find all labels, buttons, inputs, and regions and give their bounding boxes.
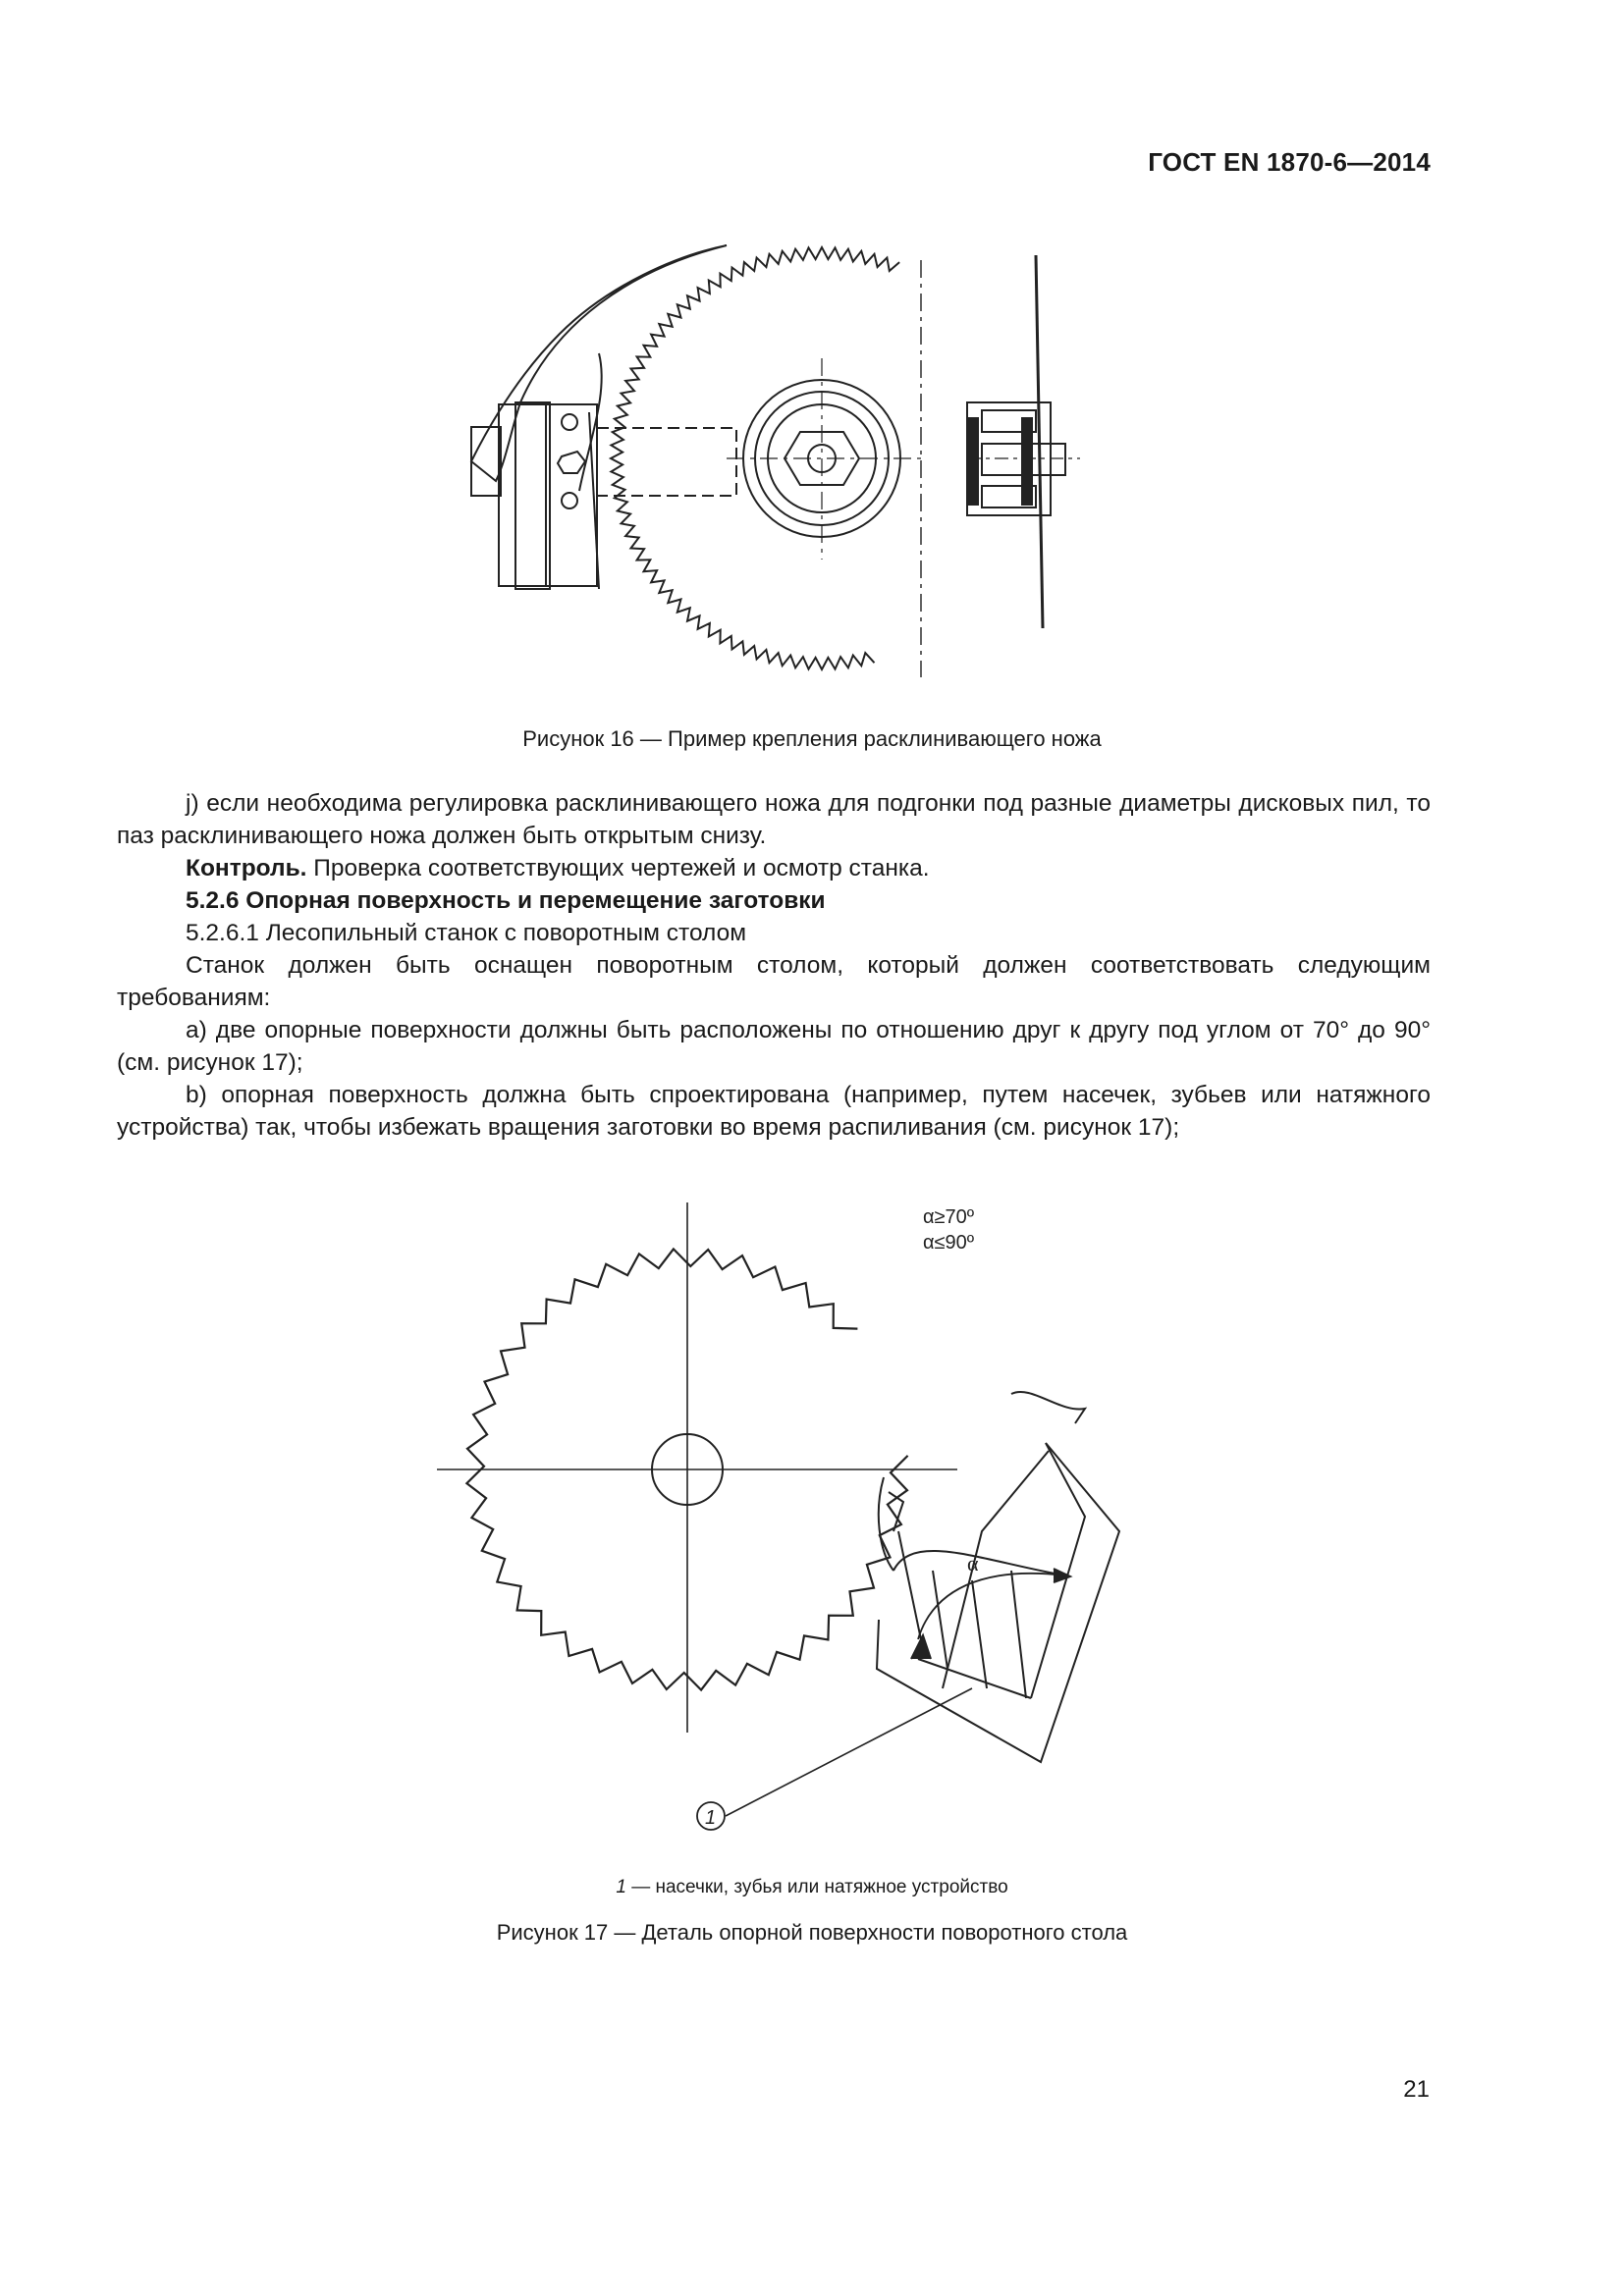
- page-number: 21: [1403, 2076, 1430, 2103]
- item-a: a) две опорные поверхности должны быть расположены по отношению друг к другу под углом от 70° до 90° (см. рисунок 17);: [117, 1017, 1431, 1076]
- legend-text: — насечки, зубья или натяжное устройство: [625, 1877, 1008, 1897]
- document-header: ГОСТ EN 1870-6—2014: [1148, 147, 1431, 177]
- section-heading-5-2-6-1: 5.2.6.1 Лесопильный станок с поворотным столом: [186, 920, 747, 946]
- angle-max-label: α≤90º: [923, 1232, 975, 1254]
- figure-16-drawing: [432, 236, 1119, 687]
- legend-number: 1: [616, 1877, 626, 1897]
- intro-paragraph: Станок должен быть оснащен поворотным столом, который должен соответствовать следующим требованиям:: [117, 952, 1431, 1011]
- callout-1: 1: [705, 1807, 717, 1829]
- section-heading-5-2-6: 5.2.6 Опорная поверхность и перемещение заготовки: [186, 887, 826, 914]
- control-label: Контроль.: [186, 855, 307, 881]
- angle-min-label: α≥70º: [923, 1206, 975, 1228]
- figure-16-caption: Рисунок 16 — Пример крепления расклинивающего ножа: [522, 726, 1102, 751]
- item-j: j) если необходима регулировка расклинивающего ножа для подгонки под разные диаметры дисковых пил, то паз расклинивающего ножа должен быть открытым снизу.: [117, 790, 1431, 849]
- control-paragraph: [117, 852, 1431, 884]
- alpha-label: α: [967, 1551, 979, 1575]
- body-text: [117, 787, 1431, 1144]
- figure-17-drawing: [422, 1178, 1149, 1845]
- item-b: b) опорная поверхность должна быть спроектирована (например, путем насечек, зубьев или натяжного устройства) так, чтобы избежать вращения заготовки во время распиливания (см. рисунок 17);: [117, 1082, 1431, 1141]
- figure-17-caption: Рисунок 17 — Деталь опорной поверхности поворотного стола: [496, 1920, 1128, 1945]
- control-text: Проверка соответствующих чертежей и осмотр станка.: [313, 855, 930, 881]
- figure-17-legend: [0, 1877, 1624, 1898]
